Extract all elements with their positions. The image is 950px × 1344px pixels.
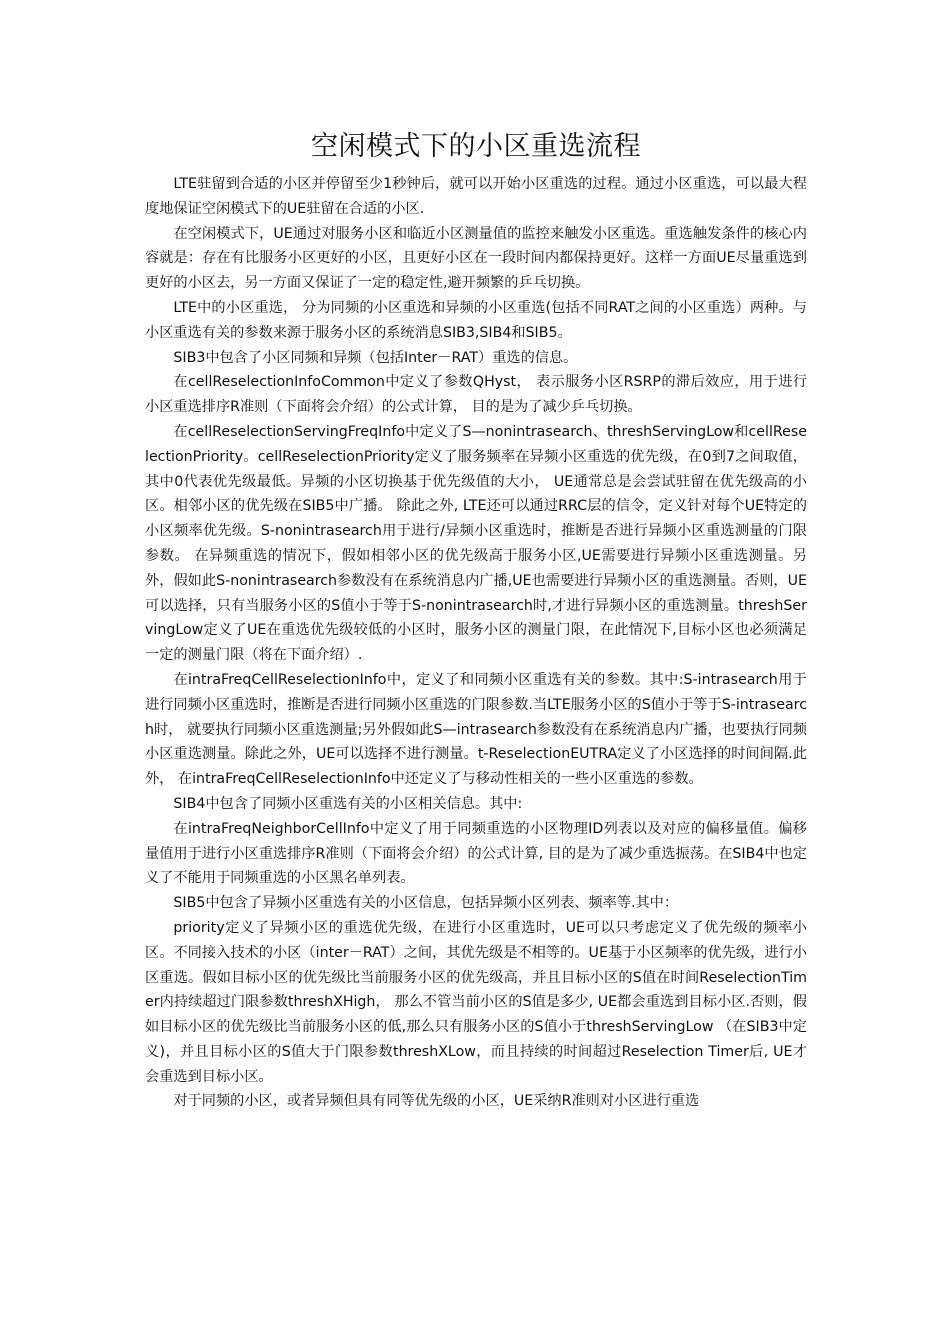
paragraph-qhyst: 在cellReselectionInfoCommon中定义了参数QHyst， 表示服务小区RSRP的滞后效应，用于进行小区重选排序R准则（下面将会介绍）的公式计算， 目的是为了减少乒乓切换。 — [145, 374, 807, 416]
paragraph-r-criterion: 对于同频的小区，或者异频但具有同等优先级的小区，UE采纳R准则对小区进行重选 — [173, 1093, 700, 1110]
paragraph-sib4-intro: SIB4中包含了同频小区重选有关的小区相关信息。其中: — [173, 795, 523, 812]
paragraph-intra-freq-info: 在intraFreqCellReselectionInfo中，定义了和同频小区重选有关的参数。其中:S-intrasearch用于进行同频小区重选时，推断是否进行同频小区重选的门限参数.当LTE服务小区的S值小于等于S-intrasearch时， 就要执行同频小区重选测量;另外假如此S—intrasearch参数没有在系统消息内广播，也要执行同频小区重选测量。除此之外，UE可以选择不进行测量。t-ReselectionEUTRA定义了小区选择的时间间隔.此外， 在intraFreqCellReselectionInfo中还定义了与移动性相关的一些小区重选的参数。 — [145, 671, 807, 788]
paragraph-neighbor-cell-info: 在intraFreqNeighborCellInfo中定义了用于同频重选的小区物理ID列表以及对应的偏移量值。偏移量值用于进行小区重选排序R准则（下面将会介绍）的公式计算, 目的是为了减少重选振荡。在SIB4中也定义了不能用于同频重选的小区黑名单列表。 — [145, 820, 807, 887]
paragraph-idle-mode-trigger: 在空闲模式下，UE通过对服务小区和临近小区测量值的监控来触发小区重选。重选触发条件的核心内容就是：存在有比服务小区更好的小区，且更好小区在一段时间内都保持更好。这样一方面UE尽量重选到更好的小区去，另一方面又保证了一定的稳定性,避开频繁的乒乓切换。 — [145, 225, 807, 292]
paragraph-serving-freq-info: 在cellReselectionServingFreqInfo中定义了S—nonintrasearch、threshServingLow和cellReselectionPriority。cellReselectionPriority定义了服务频率在异频小区重选的优先级，在0到7之间取值， 其中0代表优先级最低。异频的小区切换基于优先级值的大小， UE通常总是会尝试驻留在优先级高的小区。相邻小区的优先级在SIB5中广播。 除此之外, LTE还可以通过RRC层的信令，定义针对每个UE特定的小区频率优先级。S-nonintrasearch用于进行/异频小区重选时，推断是否进行异频小区重选测量的门限参数。 在异频重选的情况下，假如相邻小区的优先级高于服务小区,UE需要进行异频小区重选测量。另外，假如此S-nonintrasearch参数没有在系统消息内广播,UE也需要进行异频小区的重选测量。否则，UE可以选择，只有当服务小区的S值小于等于S-nonintrasearch时,才进行异频小区的重选测量。threshServingLow定义了UE在重选优先级较低的小区时，服务小区的测量门限，在此情况下,目标小区也必须满足一定的测量门限（将在下面介绍）. — [145, 423, 807, 664]
paragraph-reselection-types: LTE中的小区重选， 分为同频的小区重选和异频的小区重选(包括不同RAT之间的小区重选）两种。与小区重选有关的参数来源于服务小区的系统消息SIB3,SIB4和SIB5。 — [145, 299, 807, 341]
document-title: 空闲模式下的小区重选流程 — [311, 131, 641, 162]
paragraph-sib3-intro: SIB3中包含了小区同频和异频（包括Inter－RAT）重选的信息。 — [173, 349, 578, 366]
document-body — [145, 128, 807, 1114]
paragraph-lte-camping: LTE驻留到合适的小区并停留至少1秒钟后，就可以开始小区重选的过程。通过小区重选，可以最大程度地保证空闲模式下的UE驻留在合适的小区. — [145, 176, 807, 217]
paragraph-sib5-intro: SIB5中包含了异频小区重选有关的小区信息，包括异频小区列表、频率等.其中： — [173, 895, 679, 912]
paragraph-priority: priority定义了异频小区的重选优先级，在进行小区重选时，UE可以只考虑定义了优先级的频率小区。不同接入技术的小区（inter－RAT）之间，其优先级是不相等的。UE基于小区频率的优先级，进行小区重选。假如目标小区的优先级比当前服务小区的优先级高，并且目标小区的S值在时间ReselectionTimer内持续超过门限参数threshXHigh， 那么不管当前小区的S值是多少, UE都会重选到目标小区.否则，假如目标小区的优先级比当前服务小区的低,那么只有服务小区的S值小于threshServingLow （在SIB3中定义)，并且目标小区的S值大于门限参数threshXLow，而且持续的时间超过Reselection Timer后, UE才会重选到目标小区。 — [145, 919, 807, 1085]
